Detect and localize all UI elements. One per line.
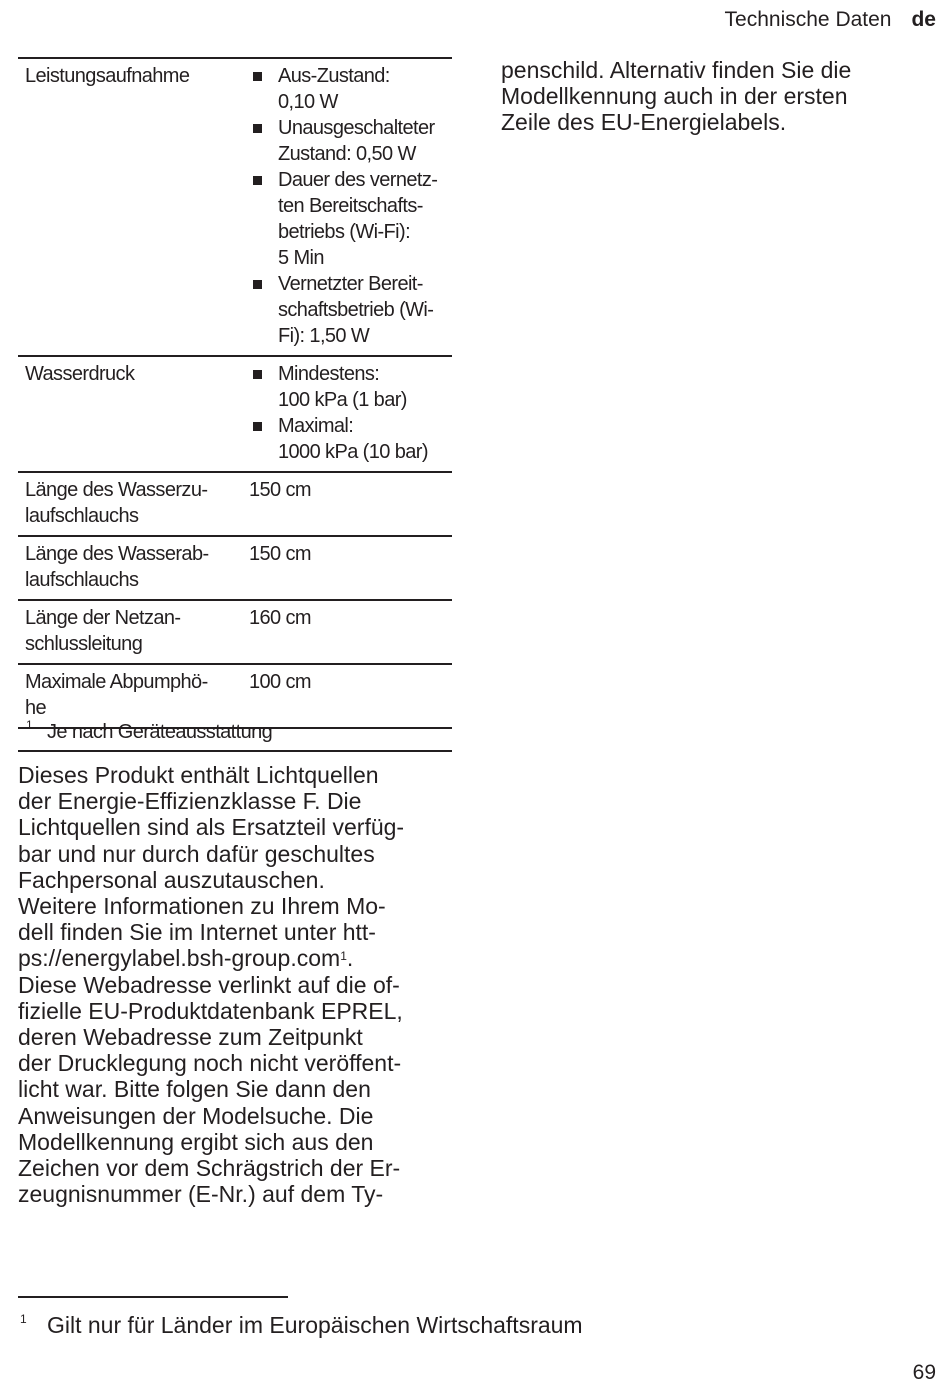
page-number: 69 [912, 1361, 936, 1384]
table-row [18, 536, 452, 600]
table-footnote-number: 1 [26, 718, 33, 732]
spec-label: Länge des Wasserzu- laufschlauchs [18, 472, 243, 536]
table-row [18, 356, 452, 472]
spec-value: 100 cm [243, 664, 452, 728]
list-item: Mindestens: 100 kPa (1 bar) [249, 361, 452, 413]
body-text-part-2: . Diese Webadresse verlinkt auf die of- fizielle EU-Produktdatenbank EPREL, deren Webadresse zum Zeitpunkt der Drucklegung noch nicht veröffent- licht war. Bitte folgen Sie dann den Anweisungen der Modelsuche. Die Modellkennung ergibt sich aus den Zeichen vor dem Schrägstrich der Er- zeugnisnummer (E-Nr.) auf dem Ty- [18, 945, 403, 1208]
page-footnote-text: Gilt nur für Länder im Europäischen Wirtschaftsraum [47, 1312, 583, 1338]
list-item: Aus-Zustand: 0,10 W [249, 63, 452, 115]
spec-value-list [249, 63, 452, 349]
list-item: Dauer des vernetz- ten Bereitschafts- betriebs (Wi-Fi): 5 Min [249, 167, 452, 271]
language-code: de [911, 8, 936, 31]
spec-label: Leistungsaufnahme [18, 58, 243, 356]
body-text-left [18, 762, 458, 1207]
table-row [18, 58, 452, 356]
list-item: Vernetzter Bereit- schaftsbetrieb (Wi- Fi): 1,50 W [249, 271, 452, 349]
section-title: Technische Daten [724, 8, 892, 31]
table-footnote [18, 716, 452, 752]
footnote-reference: 1 [340, 949, 347, 964]
footnote-separator [18, 1296, 288, 1298]
technical-data-table [18, 57, 452, 729]
list-item: Unausgeschalteter Zustand: 0,50 W [249, 115, 452, 167]
technical-data-table-body [18, 58, 452, 728]
table-row [18, 600, 452, 664]
spec-value [243, 356, 452, 472]
page-footnote-number: 1 [20, 1312, 27, 1326]
table-footnote-text: Je nach Geräteausstattung [47, 721, 273, 743]
spec-value-list [249, 361, 452, 465]
body-text-part-1: Dieses Produkt enthält Lichtquellen der Energie-Effizienzklasse F. Die Lichtquellen sind als Ersatzteil verfüg- bar und nur durch dafür geschultes Fachpersonal auszutauschen. Weitere Informationen zu Ihrem Mo- dell finden Sie im Internet unter htt- ps://energylabel.bsh-group.com [18, 762, 405, 972]
spec-label: Länge der Netzan- schlussleitung [18, 600, 243, 664]
spec-label: Maximale Abpumphö- he [18, 664, 243, 728]
list-item: Maximal: 1000 kPa (10 bar) [249, 413, 452, 465]
spec-value [243, 58, 452, 356]
spec-value: 150 cm [243, 536, 452, 600]
body-text-right: penschild. Alternativ finden Sie die Modellkennung auch in der ersten Zeile des EU-Energielabels. [501, 57, 852, 136]
page-header [725, 8, 936, 32]
spec-label: Länge des Wasserab- laufschlauchs [18, 536, 243, 600]
spec-value: 160 cm [243, 600, 452, 664]
table-row [18, 472, 452, 536]
spec-label: Wasserdruck [18, 356, 243, 472]
spec-value: 150 cm [243, 472, 452, 536]
